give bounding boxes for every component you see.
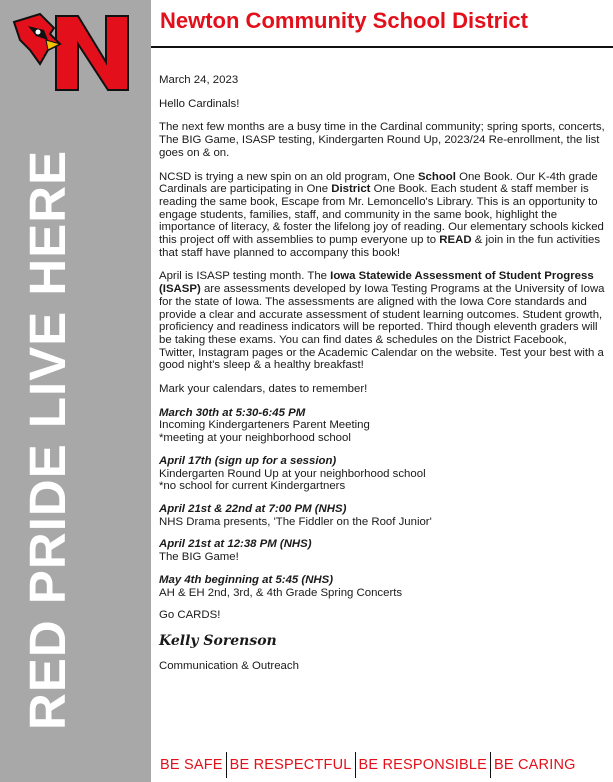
footer-value: BE RESPECTFUL — [229, 757, 352, 773]
footer-value: BE SAFE — [160, 757, 223, 773]
paragraph-2 — [159, 171, 605, 260]
paragraph-2-text: NCSD is trying a new spin on an old program, One — [159, 170, 418, 183]
paragraph-2-bold: District — [331, 183, 371, 196]
event-line: NHS Drama presents, 'The Fiddler on the Roof Junior' — [159, 515, 432, 528]
page-title: Newton Community School District — [160, 8, 528, 33]
event-line: *meeting at your neighborhood school — [159, 432, 351, 445]
event-item — [159, 407, 605, 445]
paragraph-2-text: & join in the fun activities that staff have planned to accompany this book! — [159, 234, 601, 259]
paragraph-2-text: One Book. Each student & staff member is reading the same book, Escape from Mr. Lemoncello's Library. This is an opportunity to engage students, families, staff, and community in the same book, highlight the importance of literacy, & foster the lifelong joy of reading. Our elementary schools kicked this project off with assemblies to pump everyone up to — [159, 183, 604, 247]
event-line: *no school for current Kindergartners — [159, 480, 346, 493]
paragraph-3 — [159, 270, 605, 372]
sidebar-vertical-text: RED PRIDE LIVE HERE — [19, 149, 76, 730]
paragraph-3-text: are assessments developed by Iowa Testing Programs at the University of Iowa for the state of Iowa. The assessments are aligned with the Iowa Core standards and provide a clear and accurate assessment of student learning outcomes. Student growth, proficiency and readiness indicators will be reported. Third though eleventh graders will be taking these exams. You can find dates & schedules on the District Facebook, Twitter, Instagram pages or the Academic Calendar on the website. Test your best with a good night's sleep & a healthy breakfast! — [159, 283, 605, 372]
event-item — [159, 574, 605, 599]
event-line: The BIG Game! — [159, 551, 239, 564]
footer-divider — [490, 752, 491, 778]
paragraph-2-bold: READ — [439, 234, 472, 247]
footer-divider — [355, 752, 356, 778]
signer-role: Communication & Outreach — [159, 659, 299, 672]
sidebar — [0, 0, 151, 782]
event-item — [159, 455, 605, 493]
header-divider — [151, 46, 613, 48]
cardinal-logo — [10, 10, 134, 96]
paragraph-3-text: April is ISASP testing month. The — [159, 270, 331, 283]
paragraph-1: The next few months are a busy time in the Cardinal community; spring sports, concerts, The BIG Game, ISASP testing, Kindergarten Round Up, 2023/24 Re-enrollment, the list goes on & on. — [159, 121, 605, 159]
event-when: April 21st at 12:38 PM (NHS) — [159, 538, 312, 551]
event-line: AH & EH 2nd, 3rd, & 4th Grade Spring Concerts — [159, 586, 403, 599]
signature: Kelly Sorenson — [159, 632, 277, 649]
logo-letter: N — [10, 10, 11, 11]
paragraph-3-bold: Iowa Statewide Assessment of Student Progress (ISASP) — [159, 270, 594, 296]
paragraph-2-text: One Book. Our K-4th grade Cardinals are participating in One — [159, 170, 598, 196]
footer-values — [160, 752, 605, 778]
event-when: March 30th at 5:30-6:45 PM — [159, 406, 306, 419]
event-item — [159, 538, 605, 563]
calendar-intro: Mark your calendars, dates to remember! — [159, 383, 368, 396]
closing: Go CARDS! — [159, 609, 221, 622]
paragraph-2-bold: School — [417, 170, 456, 183]
footer-value: BE CARING — [494, 757, 576, 773]
event-when: May 4th beginning at 5:45 (NHS) — [159, 573, 334, 586]
event-when: April 17th (sign up for a session) — [159, 454, 337, 467]
letter-body — [159, 74, 605, 684]
event-line: Kindergarten Round Up at your neighborhood school — [159, 467, 426, 480]
footer-value: BE RESPONSIBLE — [358, 757, 488, 773]
event-line: Incoming Kindergarteners Parent Meeting — [159, 419, 370, 432]
letter-greeting: Hello Cardinals! — [159, 97, 240, 110]
event-when: April 21st & 22nd at 7:00 PM (NHS) — [159, 502, 347, 515]
letter-date: March 24, 2023 — [159, 74, 239, 86]
footer-divider — [226, 752, 227, 778]
event-item — [159, 503, 605, 528]
